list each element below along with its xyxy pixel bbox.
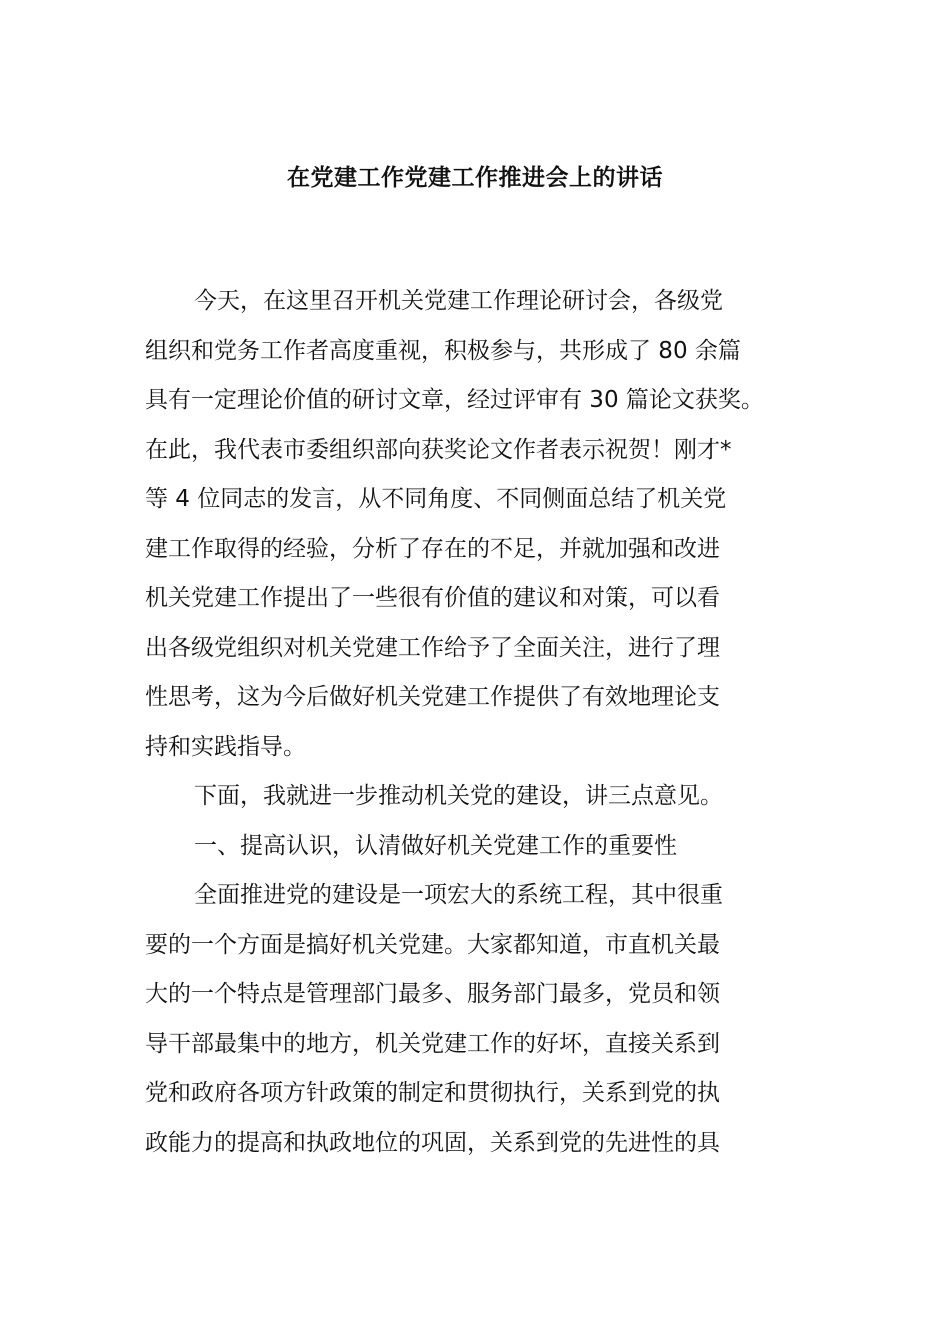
paragraph-line: 下面，我就进一步推动机关党的建设，讲三点意见。 [194, 783, 723, 809]
paragraph-line: 党和政府各项方针政策的制定和贯彻执行，关系到党的执 [145, 1080, 720, 1106]
paragraph-line: 要的一个方面是搞好机关党建。大家都知道，市直机关最 [145, 931, 720, 958]
paragraph-line: 具有一定理论价值的研讨文章，经过评审有 30 篇论文获奖。 [145, 387, 764, 413]
paragraph-line: 等 4 位同志的发言，从不同角度、不同侧面总结了机关党 [145, 486, 727, 512]
document-title: 在党建工作党建工作推进会上的讲话 [287, 165, 663, 191]
paragraph-line: 政能力的提高和执政地位的巩固，关系到党的先进性的具 [145, 1129, 720, 1156]
paragraph-line: 组织和党务工作者高度重视，积极参与，共形成了 80 余篇 [145, 337, 741, 364]
paragraph-line: 全面推进党的建设是一项宏大的系统工程，其中很重 [194, 882, 723, 908]
document-body [145, 283, 805, 1174]
paragraph-line: 出各级党组织对机关党建工作给予了全面关注，进行了理 [145, 634, 720, 661]
paragraph-line: 建工作取得的经验，分析了存在的不足，并就加强和改进 [145, 535, 720, 562]
paragraph-line: 机关党建工作提出了一些很有价值的建议和对策，可以看 [145, 585, 720, 611]
paragraph-line: 大的一个特点是管理部门最多、服务部门最多，党员和领 [145, 981, 720, 1007]
paragraph-line: 持和实践指导。 [145, 733, 306, 760]
paragraph-line: 在此，我代表市委组织部向获奖论文作者表示祝贺！刚才* [145, 436, 732, 463]
paragraph-line: 导干部最集中的地方，机关党建工作的好坏，直接关系到 [145, 1030, 720, 1057]
section-heading: 一、提高认识，认清做好机关党建工作的重要性 [194, 832, 677, 859]
paragraph-line: 性思考，这为今后做好机关党建工作提供了有效地理论支 [145, 684, 720, 710]
paragraph-line: 今天，在这里召开机关党建工作理论研讨会，各级党 [194, 288, 723, 314]
